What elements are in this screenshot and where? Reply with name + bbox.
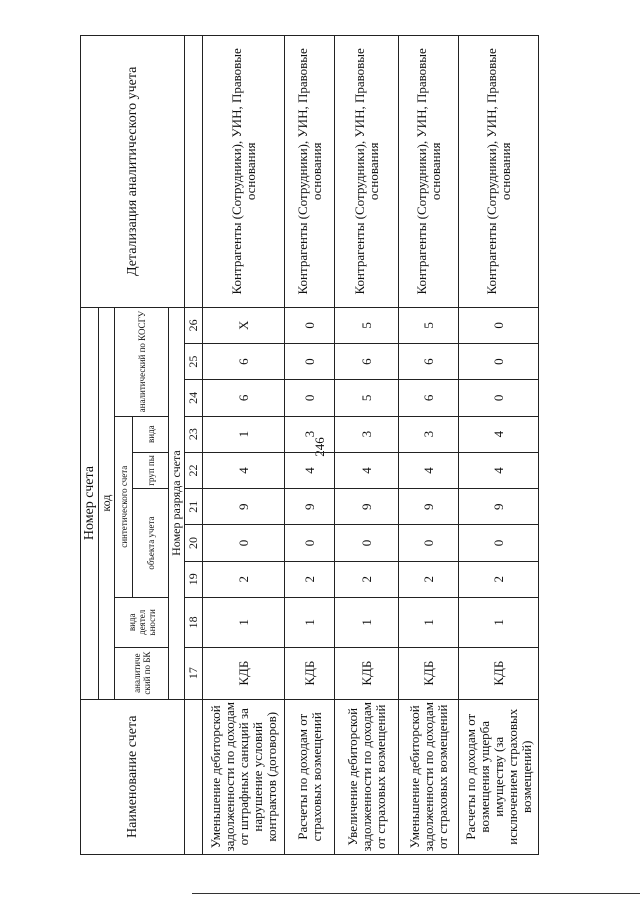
row-account-name: Расчеты по доходам от возмещения ущерба имуществу (за исключением страховых возмещений) (459, 699, 539, 854)
cell-value: 6 (399, 380, 459, 416)
scan-edge-line (192, 893, 640, 894)
cell-value: 4 (285, 452, 335, 488)
digit-21: 21 (185, 489, 203, 525)
header-detail: Детализация аналитического учета (81, 36, 185, 308)
row-account-name: Уменьшение дебиторской задолженности по доходам от страховых возмещений (399, 699, 459, 854)
table-row (459, 36, 539, 855)
cell-code: КДБ (285, 647, 335, 699)
row-detail: Контрагенты (Сотрудники), УИН, Правовые основания (399, 36, 459, 308)
cell-value: 2 (399, 561, 459, 597)
header-account-number: Номер счета (81, 307, 99, 699)
cell-value: 1 (335, 597, 399, 647)
row-account-name: Уменьшение дебиторской задолженности по доходам от штрафных санкций за нарушение условий контрактов (договоров) (203, 699, 285, 854)
cell-value: 4 (203, 452, 285, 488)
cell-value: 5 (399, 307, 459, 343)
cell-value: 0 (459, 525, 539, 561)
header-object: объекта учета (133, 489, 169, 598)
cell-value: 9 (459, 489, 539, 525)
row-account-name: Увеличение дебиторской задолженности по доходам от страховых возмещений (335, 699, 399, 854)
row-detail: Контрагенты (Сотрудники), УИН, Правовые основания (203, 36, 285, 308)
cell-value: 2 (285, 561, 335, 597)
cell-value: 6 (203, 343, 285, 379)
cell-value: 0 (285, 307, 335, 343)
cell-value: Х (203, 307, 285, 343)
digit-22: 22 (185, 452, 203, 488)
table-region (80, 35, 536, 855)
cell-value: 9 (285, 489, 335, 525)
header-account-name: Наименование счета (81, 699, 185, 854)
cell-value: 0 (285, 380, 335, 416)
header-code: код (99, 307, 115, 699)
cell-value: 3 (399, 416, 459, 452)
cell-value: 0 (459, 380, 539, 416)
header-analytic-bk: аналитиче ский по БК (115, 647, 169, 699)
cell-value: 4 (399, 452, 459, 488)
digit-17: 17 (185, 647, 203, 699)
row-detail: Контрагенты (Сотрудники), УИН, Правовые основания (459, 36, 539, 308)
header-empty-cell (185, 36, 203, 308)
table-row (203, 36, 285, 855)
row-detail: Контрагенты (Сотрудники), УИН, Правовые основания (285, 36, 335, 308)
cell-value: 9 (399, 489, 459, 525)
table-row (285, 36, 335, 855)
digit-18: 18 (185, 597, 203, 647)
digit-20: 20 (185, 525, 203, 561)
cell-value: 2 (335, 561, 399, 597)
accounts-table (80, 35, 539, 855)
cell-value: 1 (203, 597, 285, 647)
cell-value: 6 (203, 380, 285, 416)
cell-value: 5 (335, 307, 399, 343)
header-kind: вида (133, 416, 169, 452)
cell-value: 2 (459, 561, 539, 597)
table-row (335, 36, 399, 855)
cell-value: 0 (459, 343, 539, 379)
cell-code: КДБ (399, 647, 459, 699)
header-synthetic: синтетического счета (115, 416, 133, 597)
cell-value: 6 (399, 343, 459, 379)
header-activity: вида деятел ьности (115, 597, 169, 647)
page-number: 246 (312, 437, 327, 457)
row-detail: Контрагенты (Сотрудники), УИН, Правовые основания (335, 36, 399, 308)
cell-value: 5 (335, 380, 399, 416)
cell-value: 1 (399, 597, 459, 647)
cell-value: 0 (285, 525, 335, 561)
table-row (399, 36, 459, 855)
digit-25: 25 (185, 343, 203, 379)
cell-code: КДБ (203, 647, 285, 699)
cell-value: 0 (399, 525, 459, 561)
cell-value: 4 (459, 452, 539, 488)
cell-value: 4 (335, 452, 399, 488)
cell-code: КДБ (335, 647, 399, 699)
cell-code: КДБ (459, 647, 539, 699)
digit-19: 19 (185, 561, 203, 597)
cell-value: 0 (335, 525, 399, 561)
header-group: груп пы (133, 452, 169, 488)
cell-value: 6 (335, 343, 399, 379)
header-digit-number: Номер разряда счета (169, 307, 185, 699)
cell-value: 0 (285, 343, 335, 379)
digit-23: 23 (185, 416, 203, 452)
cell-value: 1 (285, 597, 335, 647)
cell-value: 4 (459, 416, 539, 452)
header-analytic-kosgu: аналитический по КОСГУ (115, 307, 169, 416)
rotated-table-container (80, 35, 536, 855)
row-account-name: Расчеты по доходам от страховых возмещений (285, 699, 335, 854)
header-empty-cell (185, 699, 203, 854)
cell-value: 9 (335, 489, 399, 525)
cell-value: 9 (203, 489, 285, 525)
cell-value: 0 (459, 307, 539, 343)
digit-26: 26 (185, 307, 203, 343)
digit-24: 24 (185, 380, 203, 416)
cell-value: 3 (285, 416, 335, 452)
cell-value: 2 (203, 561, 285, 597)
cell-value: 1 (459, 597, 539, 647)
cell-value: 3 (335, 416, 399, 452)
cell-value: 1 (203, 416, 285, 452)
cell-value: 0 (203, 525, 285, 561)
